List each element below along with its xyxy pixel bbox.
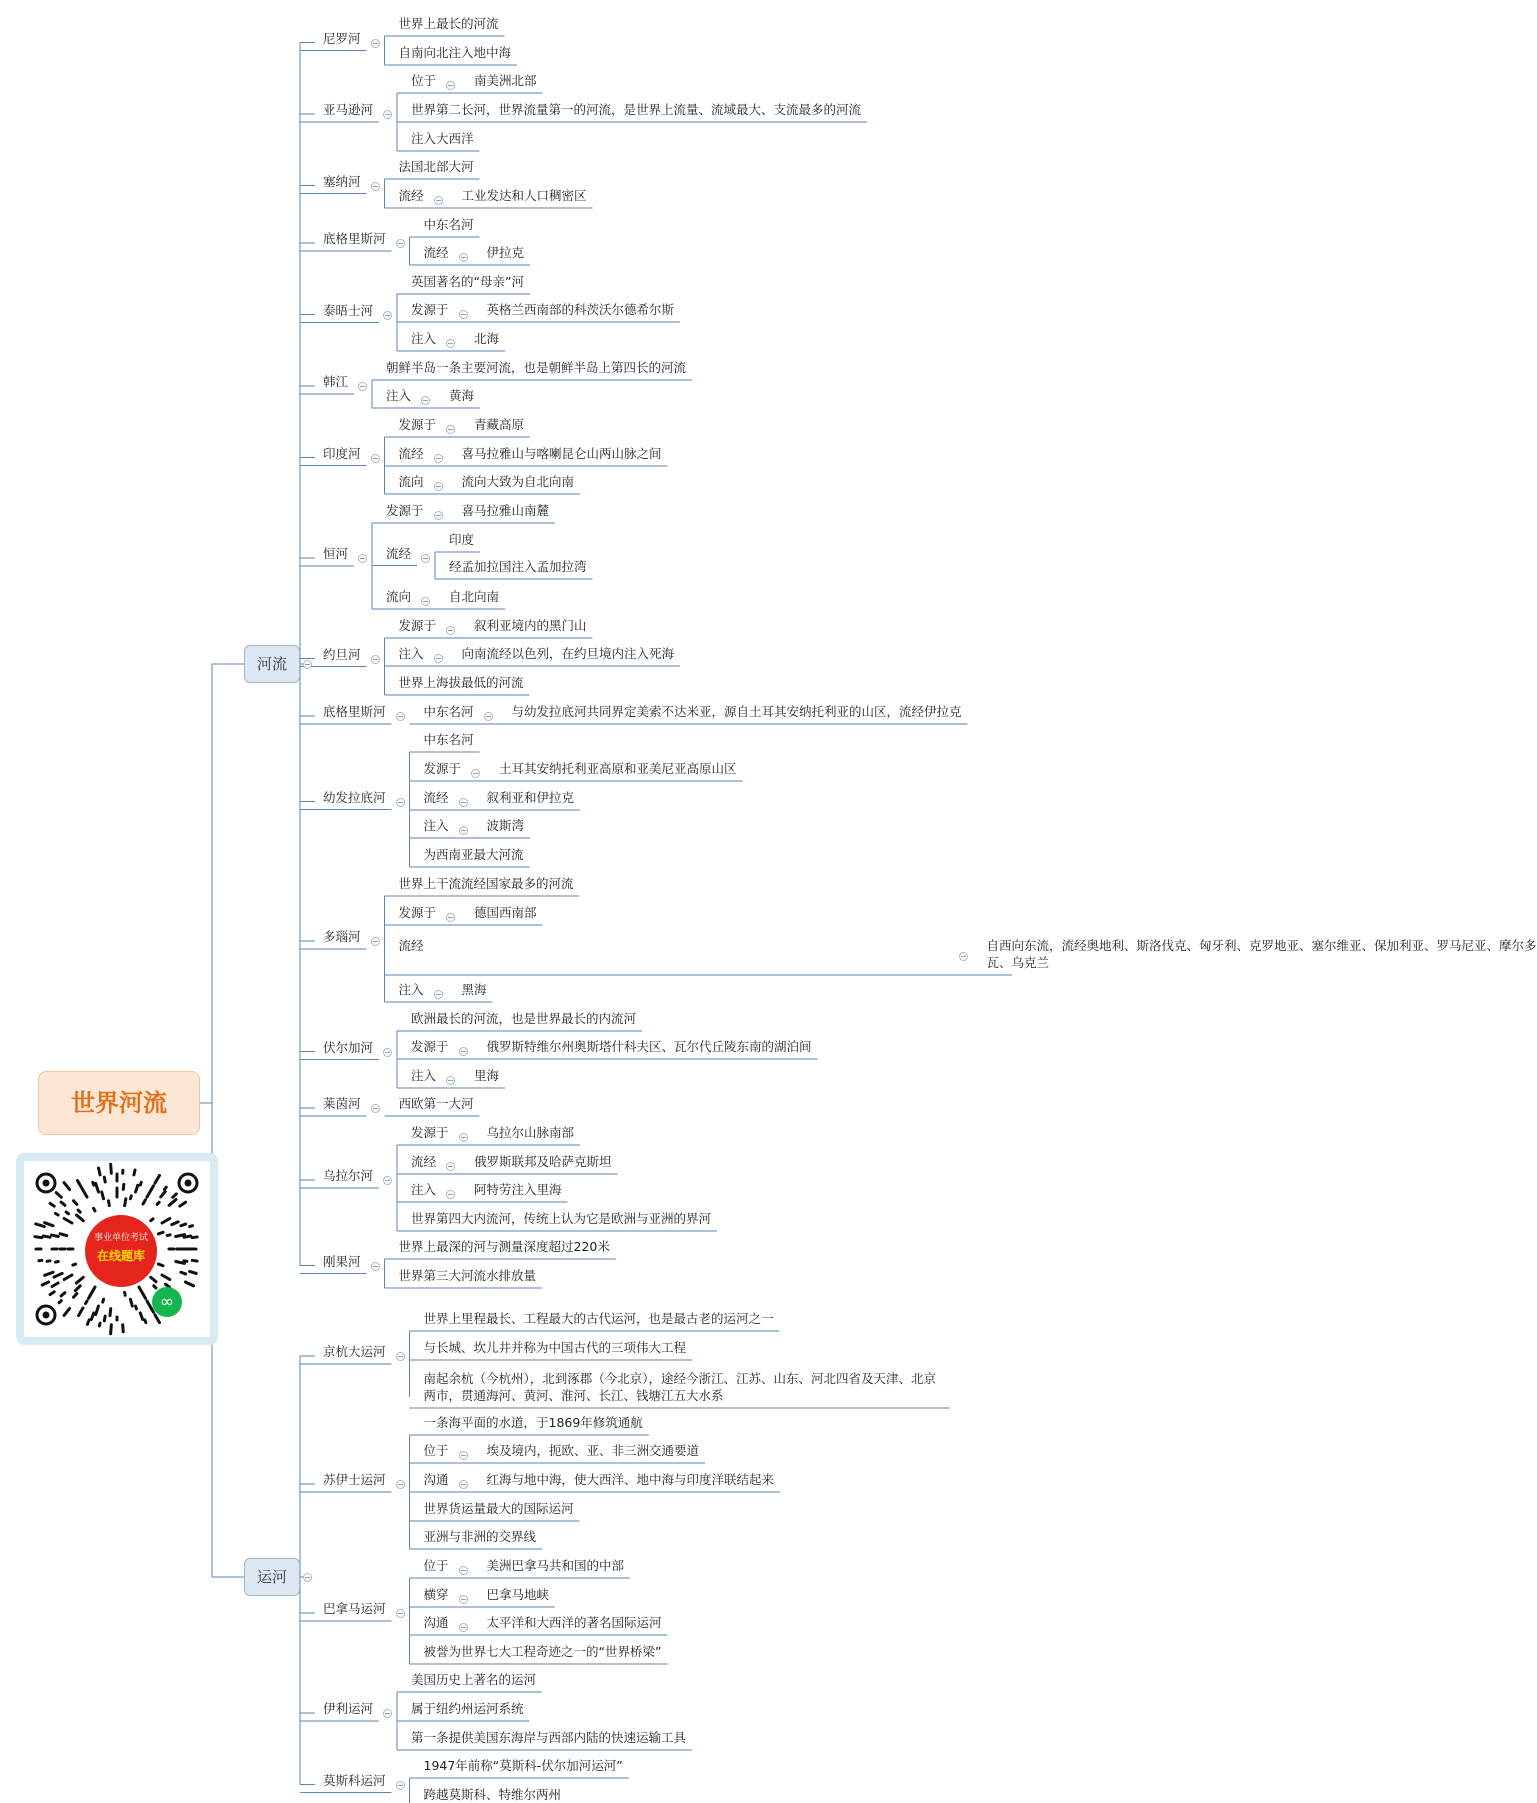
branch-印度河[interactable]: 印度河: [323, 445, 361, 462]
collapse-toggle-icon[interactable]: [434, 511, 443, 520]
topic-流经[interactable]: 流经: [424, 789, 449, 806]
collapse-toggle-icon[interactable]: [396, 1352, 405, 1361]
detail-印度[interactable]: 印度: [449, 531, 474, 548]
topic-跨越莫斯科、特维[interactable]: 跨越莫斯科、特维尔两州: [424, 1786, 562, 1803]
collapse-toggle-icon[interactable]: [459, 310, 468, 319]
branch-亚马逊河[interactable]: 亚马逊河: [323, 101, 373, 118]
topic-注入[interactable]: 注入: [411, 1181, 436, 1198]
topic-沟通[interactable]: 沟通: [424, 1471, 449, 1488]
collapse-toggle-icon[interactable]: [371, 182, 380, 191]
topic-第一条提供美国东[interactable]: 第一条提供美国东海岸与西部内陆的快速运输工具: [411, 1729, 686, 1746]
topic-朝鲜半岛一条主要[interactable]: 朝鲜半岛一条主要河流，也是朝鲜半岛上第四长的河流: [386, 359, 686, 376]
collapse-toggle-icon[interactable]: [459, 1595, 468, 1604]
collapse-toggle-icon[interactable]: [459, 798, 468, 807]
collapse-toggle-icon[interactable]: [434, 990, 443, 999]
qr-badge-line1: 事业单位考试: [85, 1232, 157, 1244]
detail-流向大致为自北向[interactable]: 流向大致为自北向南: [462, 473, 575, 490]
topic-与长城、坎儿井并[interactable]: 与长城、坎儿井并称为中国古代的三项伟大工程: [424, 1339, 687, 1356]
detail-阿特劳注入里海[interactable]: 阿特劳注入里海: [474, 1181, 562, 1198]
category-rivers[interactable]: 河流: [244, 645, 300, 683]
topic-注入[interactable]: 注入: [411, 1067, 436, 1084]
topic-为西南亚最大河流[interactable]: 为西南亚最大河流: [424, 846, 524, 863]
topic-沟通[interactable]: 沟通: [424, 1614, 449, 1631]
branch-刚果河[interactable]: 刚果河: [323, 1253, 361, 1270]
collapse-toggle-icon[interactable]: [396, 1609, 405, 1618]
qr-center-badge: [85, 1215, 157, 1287]
topic-西欧第一大河[interactable]: 西欧第一大河: [399, 1095, 474, 1112]
collapse-toggle-icon[interactable]: [459, 1623, 468, 1632]
detail-自西向东流，流经[interactable]: 自西向东流，流经奥地利、斯洛伐克、匈牙利、克罗地亚、塞尔维亚、保加利亚、罗马尼亚、摩尔多瓦、乌克兰: [987, 937, 1537, 971]
branch-伊利运河[interactable]: 伊利运河: [323, 1700, 373, 1717]
topic-位于[interactable]: 位于: [424, 1557, 449, 1574]
collapse-toggle-icon[interactable]: [434, 654, 443, 663]
topic-自南向北注入地中[interactable]: 自南向北注入地中海: [399, 44, 512, 61]
branch-京杭大运河[interactable]: 京杭大运河: [323, 1343, 386, 1360]
branch-底格里斯河[interactable]: 底格里斯河: [323, 703, 386, 720]
detail-太平洋和大西洋的[interactable]: 太平洋和大西洋的著名国际运河: [487, 1614, 662, 1631]
topic-世界上干流流经国[interactable]: 世界上干流流经国家最多的河流: [399, 875, 574, 892]
root-title: 世界河流: [71, 1089, 167, 1117]
collapse-toggle-icon[interactable]: [421, 597, 430, 606]
collapse-toggle-icon[interactable]: [303, 660, 312, 669]
detail-经孟加拉国注入孟[interactable]: 经孟加拉国注入孟加拉湾: [449, 558, 587, 575]
collapse-toggle-icon[interactable]: [434, 482, 443, 491]
detail-南美洲北部[interactable]: 南美洲北部: [474, 72, 537, 89]
collapse-toggle-icon[interactable]: [446, 81, 455, 90]
qr-badge-line2: 在线题库: [85, 1249, 157, 1263]
topic-世界上最长的河流[interactable]: 世界上最长的河流: [399, 15, 499, 32]
collapse-toggle-icon[interactable]: [446, 339, 455, 348]
topic-发源于[interactable]: 发源于: [399, 416, 437, 433]
collapse-toggle-icon[interactable]: [371, 655, 380, 664]
collapse-toggle-icon[interactable]: [446, 1076, 455, 1085]
topic-流经[interactable]: 流经: [399, 187, 424, 204]
detail-巴拿马地峡[interactable]: 巴拿马地峡: [487, 1586, 550, 1603]
topic-世界第四大内流河[interactable]: 世界第四大内流河，传统上认为它是欧洲与亚洲的界河: [411, 1210, 711, 1227]
collapse-toggle-icon[interactable]: [446, 1190, 455, 1199]
branch-苏伊士运河[interactable]: 苏伊士运河: [323, 1471, 386, 1488]
topic-注入大西洋[interactable]: 注入大西洋: [411, 130, 474, 147]
collapse-toggle-icon[interactable]: [434, 454, 443, 463]
mini-program-logo-icon: ∞: [152, 1287, 182, 1317]
collapse-toggle-icon[interactable]: [371, 1262, 380, 1271]
collapse-toggle-icon[interactable]: [396, 1480, 405, 1489]
mini-program-qr-code: [16, 1153, 218, 1345]
collapse-toggle-icon[interactable]: [459, 1480, 468, 1489]
detail-与幼发拉底河共同[interactable]: 与幼发拉底河共同界定美索不达米亚，源自土耳其安纳托利亚的山区，流经伊拉克: [512, 703, 962, 720]
detail-美洲巴拿马共和国[interactable]: 美洲巴拿马共和国的中部: [487, 1557, 625, 1574]
topic-发源于[interactable]: 发源于: [411, 301, 449, 318]
detail-黑海[interactable]: 黑海: [462, 981, 487, 998]
topic-注入[interactable]: 注入: [399, 981, 424, 998]
topic-注入[interactable]: 注入: [399, 645, 424, 662]
collapse-toggle-icon[interactable]: [396, 239, 405, 248]
branch-约旦河[interactable]: 约旦河: [323, 646, 361, 663]
collapse-toggle-icon[interactable]: [421, 554, 430, 563]
collapse-toggle-icon[interactable]: [383, 1176, 392, 1185]
collapse-toggle-icon[interactable]: [396, 798, 405, 807]
collapse-toggle-icon[interactable]: [383, 1709, 392, 1718]
branch-乌拉尔河[interactable]: 乌拉尔河: [323, 1167, 373, 1184]
topic-流经[interactable]: 流经: [424, 244, 449, 261]
collapse-toggle-icon[interactable]: [471, 769, 480, 778]
topic-南起余杭（今杭州[interactable]: 南起余杭（今杭州），北到涿郡（今北京），途经今浙江、江苏、山东、河北四省及天津、北京两市，贯通海河、黄河、淮河、长江、钱塘江五大水系: [424, 1370, 944, 1404]
collapse-toggle-icon[interactable]: [396, 1781, 405, 1790]
topic-欧洲最长的河流，[interactable]: 欧洲最长的河流，也是世界最长的内流河: [411, 1010, 636, 1027]
topic-流向[interactable]: 流向: [386, 588, 411, 605]
collapse-toggle-icon[interactable]: [358, 382, 367, 391]
collapse-toggle-icon[interactable]: [396, 712, 405, 721]
topic-世界上最深的河与[interactable]: 世界上最深的河与测量深度超过220米: [399, 1238, 610, 1255]
branch-尼罗河[interactable]: 尼罗河: [323, 30, 361, 47]
topic-发源于[interactable]: 发源于: [399, 617, 437, 634]
topic-发源于[interactable]: 发源于: [399, 904, 437, 921]
topic-世界上里程最长、[interactable]: 世界上里程最长、工程最大的古代运河，也是最古老的运河之一: [424, 1310, 774, 1327]
detail-向南流经以色列，[interactable]: 向南流经以色列，在约旦境内注入死海: [462, 645, 675, 662]
topic-法国北部大河[interactable]: 法国北部大河: [399, 158, 474, 175]
detail-青藏高原[interactable]: 青藏高原: [474, 416, 524, 433]
topic-流向[interactable]: 流向: [399, 473, 424, 490]
topic-一条海平面的水道[interactable]: 一条海平面的水道，于1869年修筑通航: [424, 1414, 643, 1431]
collapse-toggle-icon[interactable]: [383, 1048, 392, 1057]
detail-工业发达和人口稠[interactable]: 工业发达和人口稠密区: [462, 187, 587, 204]
branch-莫斯科运河[interactable]: 莫斯科运河: [323, 1772, 386, 1789]
collapse-toggle-icon[interactable]: [383, 311, 392, 320]
detail-叙利亚和伊拉克[interactable]: 叙利亚和伊拉克: [487, 789, 575, 806]
topic-流经[interactable]: 流经: [411, 1153, 436, 1170]
collapse-toggle-icon[interactable]: [446, 626, 455, 635]
collapse-toggle-icon[interactable]: [459, 1451, 468, 1460]
topic-世界第二长河，世[interactable]: 世界第二长河，世界流量第一的河流，是世界上流量、流域最大、支流最多的河流: [411, 101, 861, 118]
detail-自北向南[interactable]: 自北向南: [449, 588, 499, 605]
topic-世界第三大河流水[interactable]: 世界第三大河流水排放量: [399, 1267, 537, 1284]
branch-伏尔加河[interactable]: 伏尔加河: [323, 1039, 373, 1056]
topic-发源于[interactable]: 发源于: [411, 1038, 449, 1055]
topic-世界上海拔最低的[interactable]: 世界上海拔最低的河流: [399, 674, 524, 691]
collapse-toggle-icon[interactable]: [421, 396, 430, 405]
topic-中东名河[interactable]: 中东名河: [424, 216, 474, 233]
collapse-toggle-icon[interactable]: [446, 913, 455, 922]
collapse-toggle-icon[interactable]: [383, 110, 392, 119]
topic-发源于[interactable]: 发源于: [411, 1124, 449, 1141]
topic-英国著名的“母亲[interactable]: 英国著名的“母亲”河: [411, 273, 524, 290]
collapse-toggle-icon[interactable]: [371, 454, 380, 463]
collapse-toggle-icon[interactable]: [459, 1566, 468, 1575]
collapse-toggle-icon[interactable]: [371, 39, 380, 48]
topic-被誉为世界七大工[interactable]: 被誉为世界七大工程奇迹之一的“世界桥梁”: [424, 1643, 662, 1660]
branch-多瑙河[interactable]: 多瑙河: [323, 928, 361, 945]
root-topic[interactable]: [38, 1071, 200, 1135]
detail-英格兰西南部的科[interactable]: 英格兰西南部的科茨沃尔德希尔斯: [487, 301, 675, 318]
collapse-toggle-icon[interactable]: [434, 196, 443, 205]
detail-黄海[interactable]: 黄海: [449, 387, 474, 404]
branch-巴拿马运河[interactable]: 巴拿马运河: [323, 1600, 386, 1617]
topic-位于[interactable]: 位于: [424, 1442, 449, 1459]
branch-塞纳河[interactable]: 塞纳河: [323, 173, 361, 190]
topic-位于[interactable]: 位于: [411, 72, 436, 89]
collapse-toggle-icon[interactable]: [959, 952, 968, 961]
topic-中东名河[interactable]: 中东名河: [424, 731, 474, 748]
topic-美国历史上著名的[interactable]: 美国历史上著名的运河: [411, 1671, 536, 1688]
topic-注入[interactable]: 注入: [386, 387, 411, 404]
topic-属于纽约州运河系[interactable]: 属于纽约州运河系统: [411, 1700, 524, 1717]
topic-横穿[interactable]: 横穿: [424, 1586, 449, 1603]
branch-幼发拉底河[interactable]: 幼发拉底河: [323, 789, 386, 806]
detail-乌拉尔山脉南部[interactable]: 乌拉尔山脉南部: [487, 1124, 575, 1141]
topic-流经[interactable]: 流经: [386, 545, 411, 562]
topic-流经[interactable]: 流经: [399, 937, 949, 954]
detail-伊拉克[interactable]: 伊拉克: [487, 244, 525, 261]
branch-恒河[interactable]: 恒河: [323, 545, 348, 562]
detail-红海与地中海，使[interactable]: 红海与地中海，使大西洋、地中海与印度洋联结起来: [487, 1471, 775, 1488]
collapse-toggle-icon[interactable]: [303, 1573, 312, 1582]
collapse-toggle-icon[interactable]: [459, 1133, 468, 1142]
collapse-toggle-icon[interactable]: [484, 712, 493, 721]
detail-里海[interactable]: 里海: [474, 1067, 499, 1084]
branch-莱茵河[interactable]: 莱茵河: [323, 1095, 361, 1112]
topic-中东名河[interactable]: 中东名河: [424, 703, 474, 720]
detail-波斯湾[interactable]: 波斯湾: [487, 817, 525, 834]
category-canals[interactable]: 运河: [244, 1558, 300, 1596]
collapse-toggle-icon[interactable]: [358, 554, 367, 563]
detail-俄罗斯联邦及哈萨[interactable]: 俄罗斯联邦及哈萨克斯坦: [474, 1153, 612, 1170]
topic-流经[interactable]: 流经: [399, 445, 424, 462]
branch-底格里斯河[interactable]: 底格里斯河: [323, 230, 386, 247]
topic-发源于[interactable]: 发源于: [386, 502, 424, 519]
collapse-toggle-icon[interactable]: [459, 253, 468, 262]
topic-世界货运量最大的[interactable]: 世界货运量最大的国际运河: [424, 1500, 574, 1517]
collapse-toggle-icon[interactable]: [446, 1162, 455, 1171]
detail-德国西南部[interactable]: 德国西南部: [474, 904, 537, 921]
detail-喜马拉雅山南麓[interactable]: 喜马拉雅山南麓: [462, 502, 550, 519]
detail-喜马拉雅山与喀喇[interactable]: 喜马拉雅山与喀喇昆仑山两山脉之间: [462, 445, 662, 462]
topic-注入[interactable]: 注入: [411, 330, 436, 347]
collapse-toggle-icon[interactable]: [371, 937, 380, 946]
topic-注入[interactable]: 注入: [424, 817, 449, 834]
collapse-toggle-icon[interactable]: [459, 826, 468, 835]
topic-亚洲与非洲的交界[interactable]: 亚洲与非洲的交界线: [424, 1528, 537, 1545]
collapse-toggle-icon[interactable]: [446, 425, 455, 434]
topic-1947年前称“[interactable]: 1947年前称“莫斯科-伏尔加河运河”: [424, 1757, 623, 1774]
detail-埃及境内，扼欧、[interactable]: 埃及境内，扼欧、亚、非三洲交通要道: [487, 1442, 700, 1459]
collapse-toggle-icon[interactable]: [371, 1104, 380, 1113]
branch-韩江[interactable]: 韩江: [323, 373, 348, 390]
branch-泰晤士河[interactable]: 泰晤士河: [323, 302, 373, 319]
detail-北海[interactable]: 北海: [474, 330, 499, 347]
detail-土耳其安纳托利亚[interactable]: 土耳其安纳托利亚高原和亚美尼亚高原山区: [499, 760, 737, 777]
collapse-toggle-icon[interactable]: [459, 1047, 468, 1056]
topic-发源于[interactable]: 发源于: [424, 760, 462, 777]
detail-俄罗斯特维尔州奥[interactable]: 俄罗斯特维尔州奥斯塔什科夫区、瓦尔代丘陵东南的湖泊间: [487, 1038, 812, 1055]
detail-叙利亚境内的黑门[interactable]: 叙利亚境内的黑门山: [474, 617, 587, 634]
